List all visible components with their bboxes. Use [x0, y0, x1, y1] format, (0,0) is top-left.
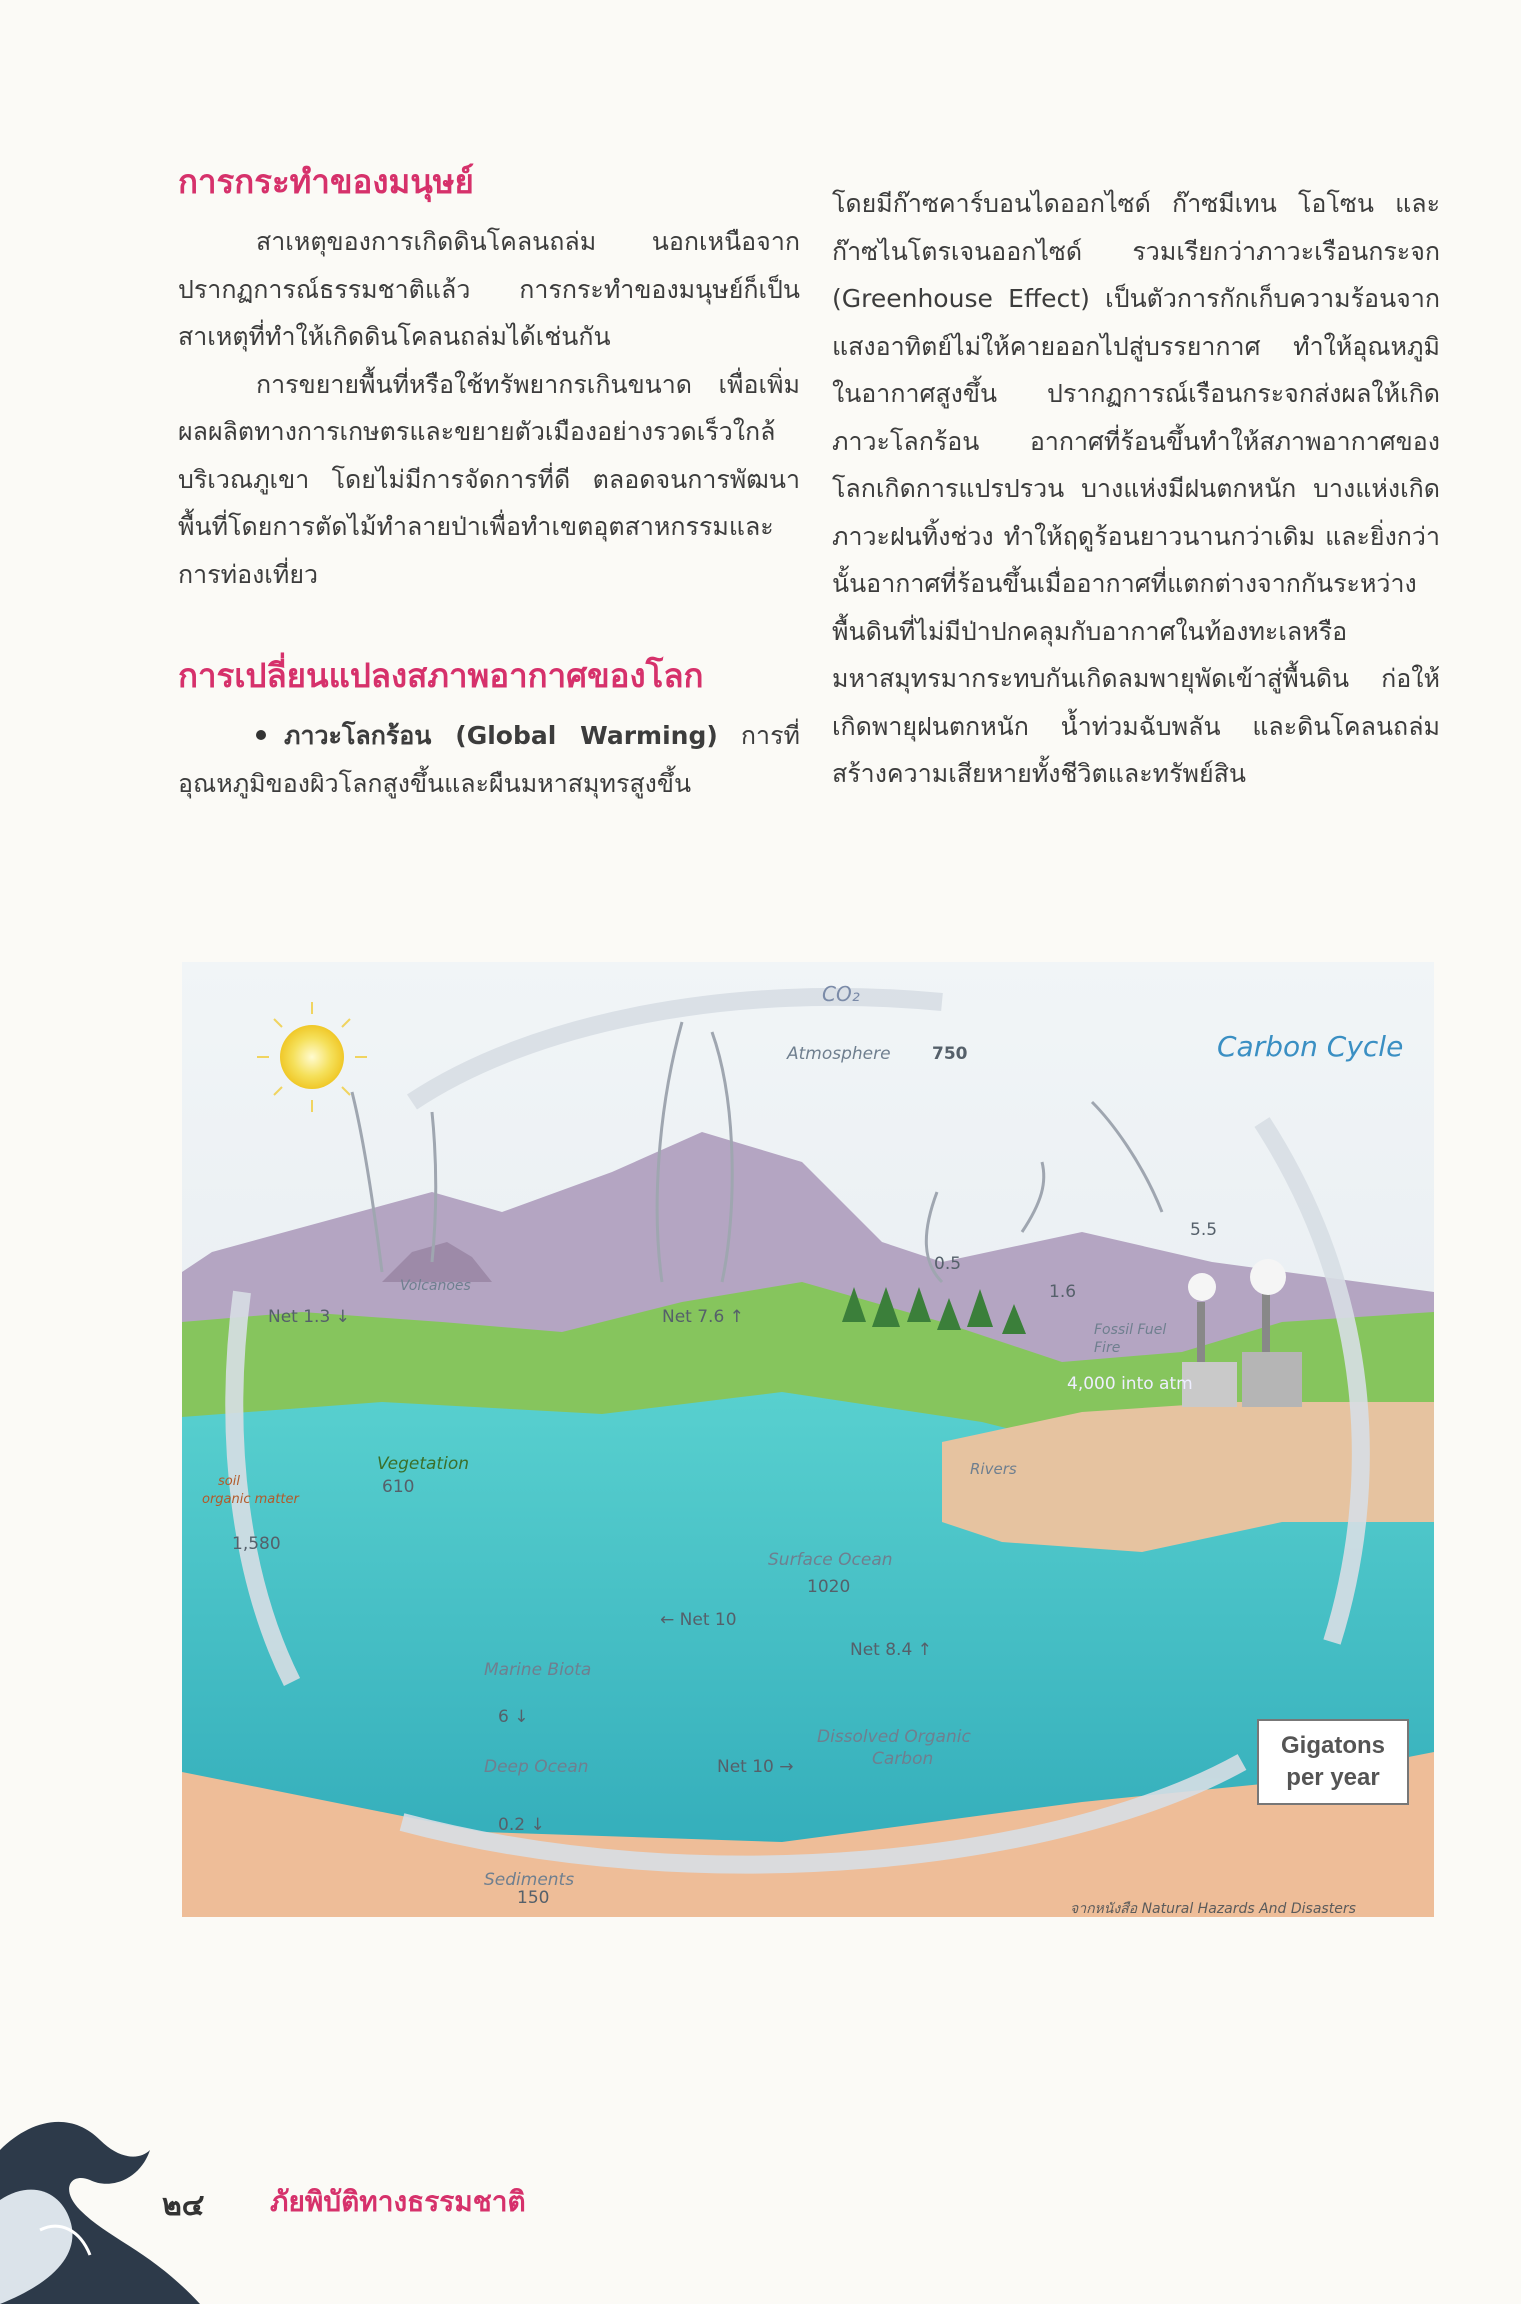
global-warming-term: ภาวะโลกร้อน (Global Warming)	[284, 721, 718, 750]
surface-ocean-label: Surface Ocean	[768, 1550, 893, 1570]
net-10-left-label: ← Net 10	[660, 1610, 737, 1630]
soil-value: 1,580	[232, 1534, 281, 1554]
units-legend	[1257, 1719, 1409, 1805]
net-1-3-label: Net 1.3 ↓	[268, 1307, 350, 1327]
heading-climate-change: การเปลี่ยนแปลงสภาพอากาศของโลก	[178, 656, 704, 695]
figure-credit: จากหนังสือ Natural Hazards And Disasters	[1070, 1901, 1356, 1917]
paragraph-land-expansion: การขยายพื้นที่หรือใช้ทรัพยากรเกินขนาด เพื่อเพิ่มผลผลิตทางการเกษตรและขยายตัวเมืองอย่างรวดเร็วใกล้บริเวณภูเขา โดยไม่มีการจัดการที่ดี ตลอดจนการพัฒนาพื้นที่โดยการตัดไม้ทำลายป่าเพื่อทำเขตอุตสาหกรรมและการท่องเที่ยว	[178, 369, 800, 589]
book-title: ภัยพิบัติทางธรรมชาติ	[270, 2185, 526, 2218]
soil-label: soil	[218, 1474, 240, 1489]
paragraph-causes: สาเหตุของการเกิดดินโคลนถล่ม นอกเหนือจากปรากฏการณ์ธรรมชาติแล้ว การกระทำของมนุษย์ก็เป็นสาเหตุที่ทำให้เกิดดินโคลนถล่มได้เช่นกัน	[178, 227, 800, 351]
co2-label: CO₂	[822, 982, 860, 1006]
soil-organic-matter-label: organic matter	[202, 1492, 299, 1507]
bullet-icon	[256, 730, 266, 740]
legend-line-2: per year	[1286, 1764, 1380, 1791]
left-column	[178, 160, 800, 807]
net-8-4-label: Net 8.4 ↑	[850, 1640, 932, 1660]
volcanoes-label: Volcanoes	[400, 1278, 471, 1294]
flux-6-label: 6 ↓	[498, 1707, 529, 1727]
flux-1-6-label: 1.6	[1049, 1282, 1077, 1302]
heading-human-actions: การกระทำของมนุษย์	[178, 162, 474, 201]
figure-title: Carbon Cycle	[1217, 1030, 1404, 1063]
flux-0-2-label: 0.2 ↓	[498, 1815, 545, 1835]
page-number: ๒๔	[162, 2188, 205, 2223]
global-warming-text: การที่อุณหภูมิของผิวโลกสูงขึ้นและผืนมหาสมุทรสูงขึ้น	[178, 721, 800, 798]
right-column	[832, 180, 1440, 798]
doc-carbon-label: Carbon	[872, 1749, 934, 1769]
fire-label: Fire	[1094, 1340, 1121, 1356]
into-atm-label: 4,000 into atm	[1067, 1374, 1193, 1394]
paragraph-greenhouse: โดยมีก๊าซคาร์บอนไดออกไซด์ ก๊าซมีเทน โอโซน และก๊าซไนโตรเจนออกไซด์ รวมเรียกว่าภาวะเรือนกระจก (Greenhouse Effect) เป็นตัวการกักเก็บความร้อนจากแสงอาทิตย์ไม่ให้คายออกไปสู่บรรยากาศ ทำให้อุณหภูมิในอากาศสูงขึ้น ปรากฏการณ์เรือนกระจกส่งผลให้เกิดภาวะโลกร้อน อากาศที่ร้อนขึ้นทำให้สภาพอากาศของโลกเกิดการแปรปรวน บางแห่งมีฝนตกหนัก บางแห่งเกิดภาวะฝนทิ้งช่วง ทำให้ฤดูร้อนยาวนานกว่าเดิม และยิ่งกว่านั้นอากาศที่ร้อนขึ้นเมื่ออากาศที่แตกต่างจากกันระหว่างพื้นดินที่ไม่มีป่าปกคลุมกับอากาศในท้องทะเลหรือมหาสมุทรมากระทบกันเกิดลมพายุพัดเข้าสู่พื้นดิน ก่อให้เกิดพายุฝนตกหนัก น้ำท่วมฉับพลัน และดินโคลนถล่ม สร้างความเสียหายทั้งชีวิตและทรัพย์สิน	[832, 189, 1440, 788]
marine-biota-label: Marine Biota	[484, 1660, 592, 1680]
rivers-label: Rivers	[970, 1460, 1017, 1478]
flux-5-5-label: 5.5	[1190, 1220, 1218, 1240]
sediments-value: 150	[517, 1888, 550, 1908]
flux-0-5-label: 0.5	[934, 1254, 962, 1274]
surface-ocean-value: 1020	[807, 1577, 851, 1597]
doc-label: Dissolved Organic	[817, 1727, 971, 1747]
fossil-fuel-label: Fossil Fuel	[1094, 1322, 1167, 1338]
carbon-cycle-figure	[182, 962, 1434, 1917]
sediments-label: Sediments	[484, 1870, 575, 1890]
carbon-cycle-illustration	[182, 962, 1434, 1917]
deep-ocean-label: Deep Ocean	[484, 1757, 589, 1777]
vegetation-label: Vegetation	[377, 1454, 469, 1474]
atmosphere-label: Atmosphere	[787, 1044, 891, 1064]
bullet-global-warming	[178, 712, 800, 807]
net-7-6-label: Net 7.6 ↑	[662, 1307, 744, 1327]
vegetation-value: 610	[382, 1477, 415, 1497]
legend-line-1: Gigatons	[1280, 1732, 1385, 1759]
net-10-right-label: Net 10 →	[717, 1757, 794, 1777]
atmosphere-value: 750	[932, 1044, 968, 1064]
